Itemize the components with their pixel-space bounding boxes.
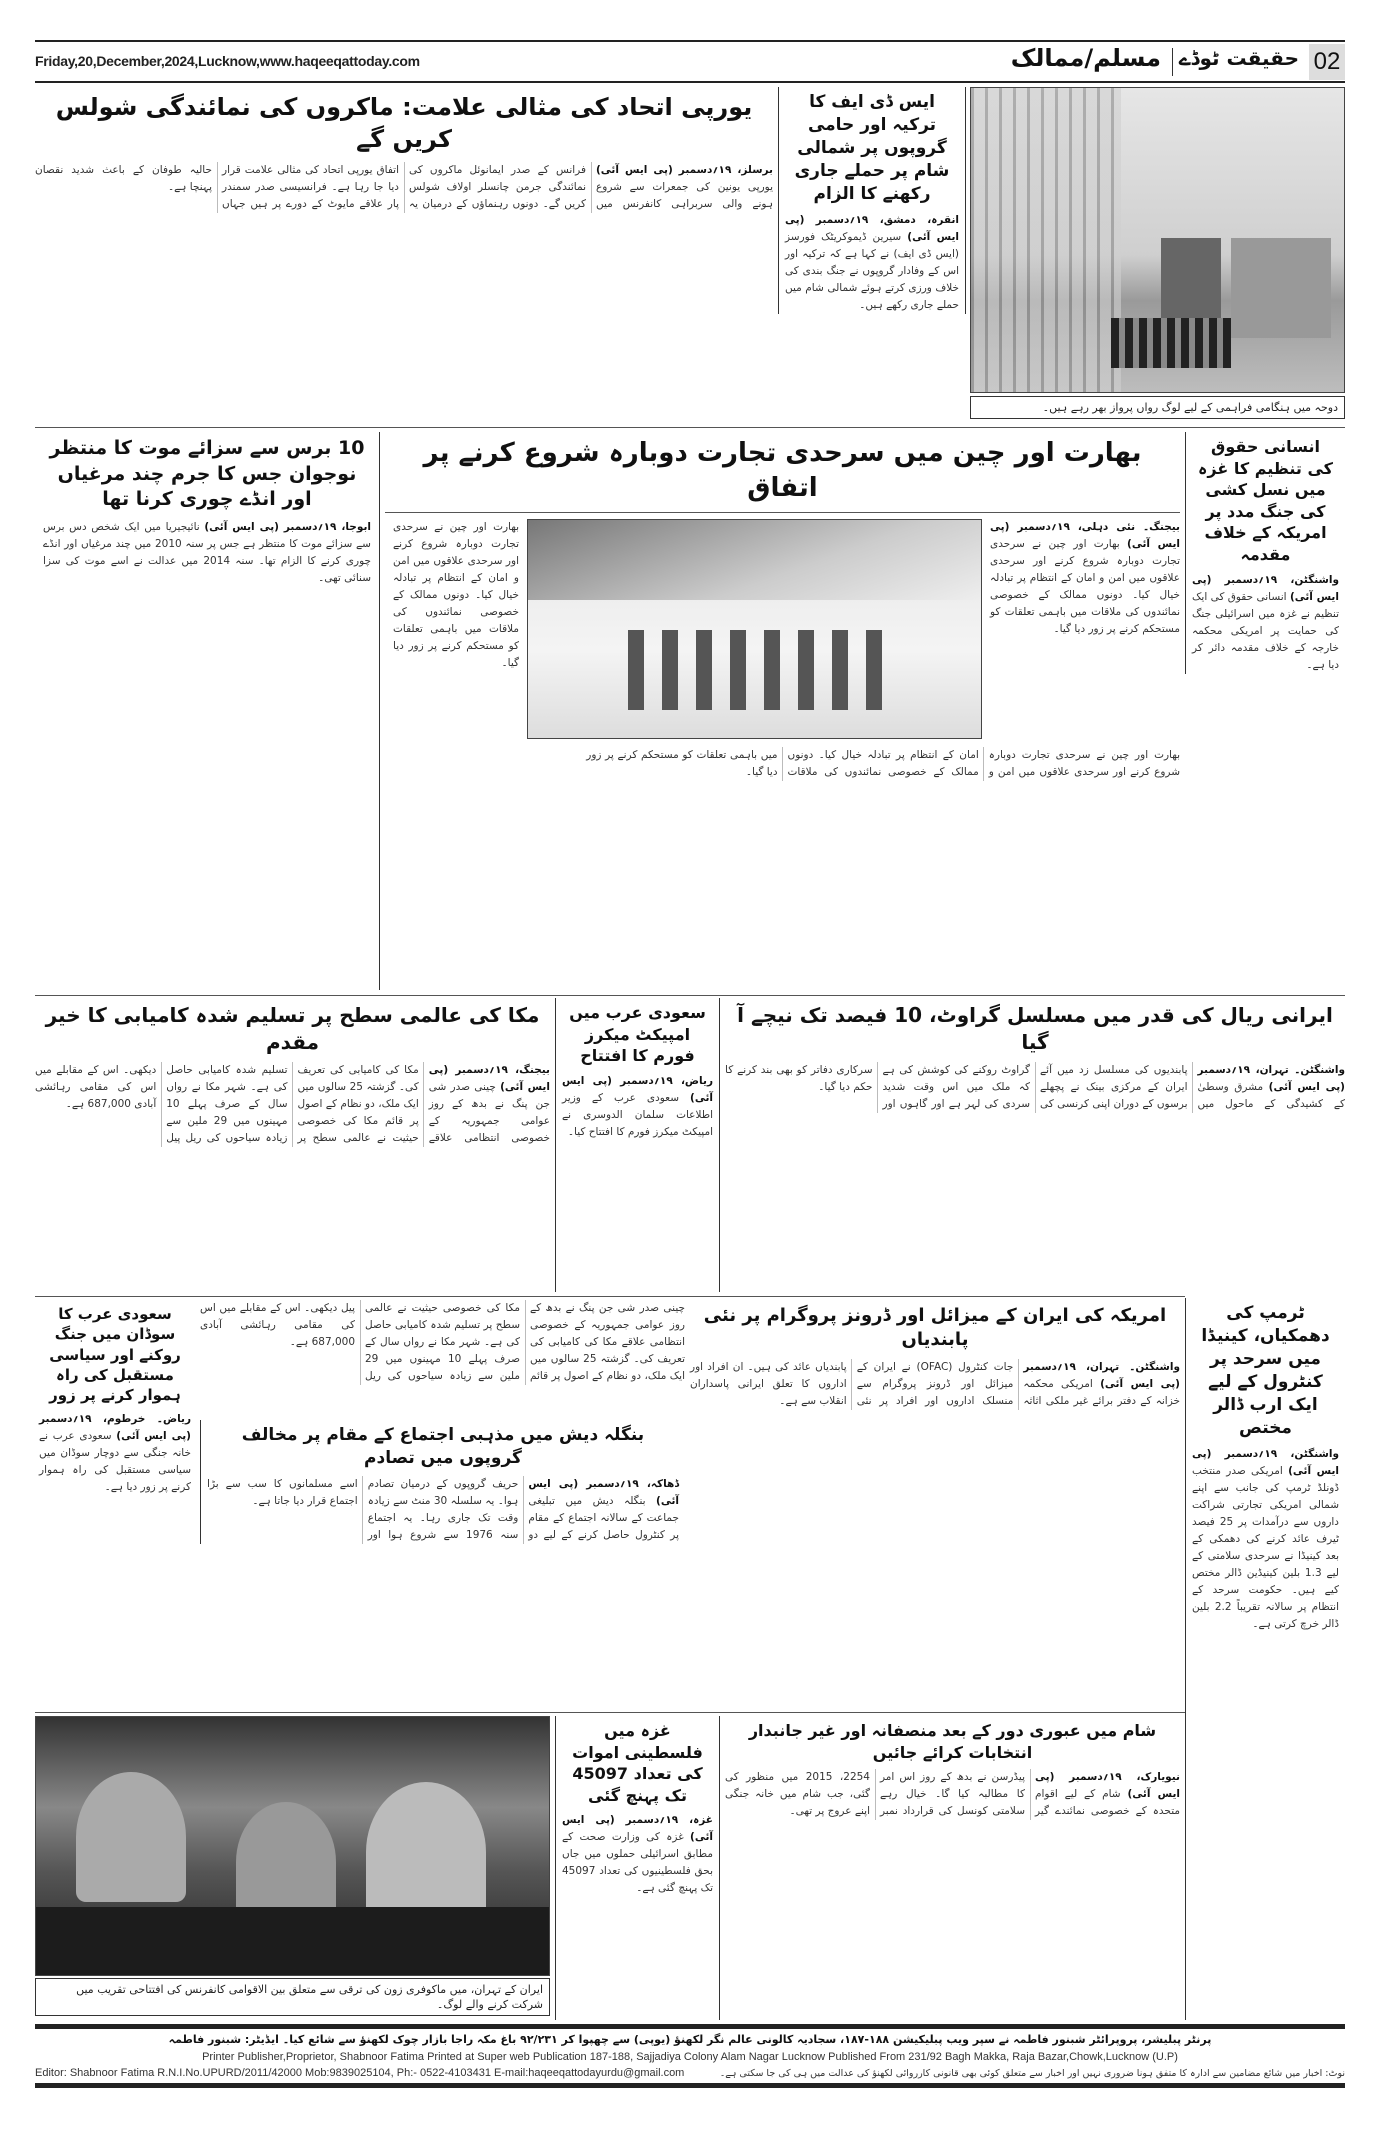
headline-sudan: سعودی عرب کا سوڈان میں جنگ روکنے اور سیاسی مستقبل کی راہ ہموار کرنے پر زور: [49, 1305, 181, 1404]
headline-saudi-forum: سعودی عرب میں امپیکٹ میکرز فورم کا افتتاح: [569, 1003, 706, 1066]
body-india-china-right: بیجنگ۔ نئی دہلی، ۱۹؍دسمبر (پی ایس آئی) بھارت اور چین نے سرحدی تجارت دوبارہ شروع کرنے اور سرحدی علاقوں میں امن و امان کے انتظام پر تبادلہ خیال کیا۔ دونوں ممالک کے خصوصی نمائندوں کی ملاقات میں باہمی تعلقات کو مستحکم کرنے پر زور دیا گیا۔: [990, 521, 1180, 636]
masthead-rule: [35, 81, 1345, 83]
article-saudi-forum: [555, 998, 720, 1292]
article-sdf: [778, 87, 966, 314]
headline-canada: ٹرمپ کی دھمکیاں، کینیڈا میں سرحد پر کنٹرول کے لیے ایک ارب ڈالر مختص: [1201, 1303, 1330, 1438]
body-sudan: ریاض۔ خرطوم، ۱۹؍دسمبر (پی ایس آئی) سعودی عرب نے خانہ جنگی سے دوچار سوڈان میں سیاسی مستقبل کی راہ ہموار کرنے پر زور دیا ہے۔: [39, 1413, 191, 1494]
page-number: 02: [1309, 44, 1345, 80]
body-iran-rial: واشنگٹن۔ تہران، ۱۹؍دسمبر (پی ایس آئی) مشرق وسطیٰ کے کشیدگی کے ماحول میں پابندیوں کی مسلسل زد میں آئے ایران کے مرکزی بینک نے پچھلے برسوں کے دوران اپنی کرنسی کی گراوٹ روکنے کی کوشش کی ہے کہ ملک میں اس وقت شدید سردی کی لہر ہے اور گاہوں اور سرکاری دفاتر کو بھی بند کرنے کا حکم دیا گیا۔: [725, 1064, 1345, 1110]
masthead-dateline: Friday,20,December,2024,Lucknow,www.haqeeqattoday.com: [35, 53, 420, 69]
headline-us-iran: امریکہ کی ایران کے میزائل اور ڈرونز پروگرام پر نئی پابندیاں: [703, 1305, 1167, 1351]
headline-gaza-toll: غزہ میں فلسطینی اموات کی تعداد 45097 تک پہنچ گئی: [572, 1721, 703, 1805]
divider: [35, 1296, 1185, 1297]
article-iran-rial: [725, 998, 1345, 1113]
headline-iran-rial: ایرانی ریال کی قدر میں مسلسل گراوٹ، 10 فیصد تک نیچے آ گیا: [737, 1003, 1333, 1054]
body-saudi-forum: ریاض، ۱۹؍دسمبر (پی ایس آئی) سعودی عرب کے وزیر اطلاعات سلمان الدوسری نے امپیکٹ میکرز فورم کا افتتاح کیا۔: [562, 1074, 713, 1138]
headline-eu: یورپی اتحاد کی مثالی علامت: ماکروں کی نمائندگی شولس کریں گے: [55, 93, 753, 154]
footer-english-imprint: Printer Publisher,Proprietor, Shabnoor Fatima Printed at Super web Publication 187-188, Sajjadiya Colony Alam Nagar Lucknow Published From 231/92 Bagh Makka, Raja Bazar,Chowk,Lucknow (U.P): [202, 2051, 1178, 2063]
body-macau: بیجنگ، ۱۹؍دسمبر (پی ایس آئی) چینی صدر شی جن پنگ نے بدھ کے روز عوامی جمہوریہ کے خصوصی انتظامی علاقے مکا کی کامیابی کی تعریف کی۔ گزشتہ 25 سالوں میں ایک ملک، دو نظام کے اصول پر قائم مکا کی خصوصی حیثیت نے عالمی سطح پر تسلیم شدہ کامیابی حاصل کی ہے۔ شہر مکا نے رواں سال کے صرف پہلے 10 مہینوں میں 29 ملین سے زیادہ سیاحوں کی ریل پیل دیکھی۔ اس کے مقابلے میں اس کی مقامی رہائشی آبادی 687,000 ہے۔: [35, 1064, 550, 1144]
divider: [35, 1712, 1185, 1713]
article-us-iran: [690, 1300, 1180, 1410]
footer-disclaimer: نوٹ: اخبار میں شائع مضامین سے ادارہ کا متفق ہونا ضروری نہیں اور اخبار سے متعلق کوئی بھی قانونی کارروائی لکھنؤ کی عدالت میں ہی کی جا سکتی ہے۔: [719, 2068, 1345, 2079]
footer: [35, 2024, 1345, 2088]
article-eu: [35, 87, 773, 213]
divider: [35, 995, 1345, 996]
headline-death-row: 10 برس سے سزائے موت کا منتظر نوجوان جس کا جرم چند مرغیاں اور انڈے چوری کرنا تھا: [49, 437, 365, 511]
body-india-china-lower: بھارت اور چین نے سرحدی تجارت دوبارہ شروع کرنے اور سرحدی علاقوں میں امن و امان کے انتظام پر تبادلہ خیال کیا۔ دونوں ممالک کے خصوصی نمائندوں کی ملاقات میں باہمی تعلقات کو مستحکم کرنے پر زور دیا گیا۔: [586, 749, 1180, 779]
footer-editor-line: Editor: Shabnoor Fatima R.N.I.No.UPURD/2011/42000 Mob:9839025104, Ph:- 0522-4103431 E-mail:haqeeqattodayurdu@gmail.com: [35, 2067, 685, 2079]
top-photo: [970, 87, 1345, 393]
top-photo-block: [970, 87, 1345, 419]
body-macau-continued: چینی صدر شی جن پنگ نے بدھ کے روز عوامی جمہوریہ کے خصوصی انتظامی علاقے مکا کی کامیابی کی تعریف کی۔ گزشتہ 25 سالوں میں ایک ملک، دو نظام کے اصول پر قائم مکا کی خصوصی حیثیت نے عالمی سطح پر تسلیم شدہ کامیابی حاصل کی ہے۔ شہر مکا نے رواں سال کے صرف پہلے 10 مہینوں میں 29 ملین سے زیادہ سیاحوں کی ریل پیل دیکھی۔ اس کے مقابلے میں اس کی مقامی رہائشی آبادی 687,000 ہے۔: [200, 1302, 685, 1382]
headline-bangladesh: بنگلہ دیش میں مذہبی اجتماع کے مقام پر مخالف گروپوں میں تصادم: [241, 1425, 645, 1468]
body-syria-elections: نیویارک، ۱۹؍دسمبر (پی ایس آئی) شام کے لیے اقوام متحدہ کے خصوصی نمائندے گیر پیڈرسن نے بدھ کے روز اس امر کا مطالبہ کیا گا۔ خیال رہے سلامتی کونسل کی قرارداد نمبر 2254، 2015 میں منظور کی گئی، جب شام میں خانہ جنگی اپنے عروج پر تھی۔: [725, 1771, 1180, 1818]
india-china-photo: [527, 519, 982, 739]
conference-photo-block: [35, 1716, 550, 2016]
masthead: [35, 44, 1345, 80]
conference-photo-caption: ایران کے تہران، میں ماکوفری زون کی ترقی سے متعلق بین الاقوامی کانفرنس کی افتتاحی تقریب میں شرکت کرنے والے لوگ۔: [35, 1978, 550, 2016]
headline-india-china: بھارت اور چین میں سرحدی تجارت دوبارہ شروع کرنے پر اتفاق: [385, 432, 1180, 513]
article-gaza-rights: [1185, 432, 1345, 674]
article-bangladesh: [200, 1420, 685, 1544]
section-title: مسلم/ممالک: [1010, 44, 1161, 72]
headline-macau: مکا کی عالمی سطح پر تسلیم شدہ کامیابی کا خیر مقدم: [45, 1003, 540, 1054]
article-macau: [35, 998, 550, 1147]
article-gaza-toll: [555, 1716, 720, 2020]
article-canada: [1185, 1298, 1345, 2020]
top-rule: [35, 40, 1345, 42]
body-gaza-rights: واشنگٹن، ۱۹؍دسمبر (پی ایس آئی) انسانی حقوق کی ایک تنظیم نے غزہ میں اسرائیلی جنگ کی حمایت پر امریکی محکمہ خارجہ کے خلاف مقدمہ دائر کر دیا ہے۔: [1192, 573, 1339, 671]
conference-photo: [35, 1716, 550, 1976]
headline-syria-elections: شام میں عبوری دور کے بعد منصفانہ اور غیر جانبدار انتخابات کرائے جائیں: [748, 1721, 1157, 1762]
body-canada: واشنگٹن، ۱۹؍دسمبر (پی ایس آئی) امریکی صدر منتخب ڈونلڈ ٹرمپ کی جانب سے اپنے شمالی امریکی تجارتی شراکت داروں سے درآمدات پر 25 فیصد ٹیرف عائد کرنے کی دھمکی کے بعد کینیڈا نے سرحدی سلامتی کے لیے 1.3 بلین کینیڈین ڈالر مختص کیے ہیں۔ حکومت سرحد کے انتظام پر سالانہ تقریباً 2.2 بلین ڈالر خرچ کرتی ہے۔: [1192, 1447, 1339, 1630]
top-photo-caption: دوحہ میں ہنگامی فراہمی کے لیے لوگ رواں پرواز بھر رہے ہیں۔: [970, 396, 1345, 419]
body-us-iran: واشنگٹن۔ تہران، ۱۹؍دسمبر (پی ایس آئی) امریکی محکمہ خزانہ کے دفتر برائے غیر ملکی اثاثہ جات کنٹرول (OFAC) نے ایران کے میزائل اور ڈرونز پروگرام سے منسلک اداروں اور افراد پر نئی پابندیاں عائد کی ہیں۔ ان افراد اور اداروں کا تعلق ایرانی پاسداران انقلاب سے ہے۔: [690, 1360, 1180, 1407]
masthead-divider: [1172, 48, 1173, 76]
body-eu: برسلز، ۱۹؍دسمبر (پی ایس آئی) یورپی یونین کی جمعرات سے شروع ہونے والی سربراہی کانفرنس میں فرانس کے صدر ایمانوئل ماکروں کی نمائندگی جرمن چانسلر اولاف شولس کریں گے۔ دونوں رہنماؤں کے درمیان یہ اتفاق یورپی اتحاد کی مثالی علامت قرار دیا جا رہا ہے۔ فرانسیسی صدر سمندر پار علاقے مایوٹ کے دورے پر ہیں جہاں حالیہ طوفان کے باعث شدید نقصان پہنچا ہے۔: [35, 163, 773, 210]
body-death-row: ابوجا، ۱۹؍دسمبر (پی ایس آئی) نائیجیریا میں ایک شخص دس برس سے سزائے موت کا منتظر ہے جس پر سنہ 2010 میں چند مرغیاں اور انڈے چوری کرنے کا الزام تھا۔ سنہ 2014 میں عدالت نے اسے موت کی سزا سنائی تھی۔: [43, 520, 372, 584]
article-syria-elections: [725, 1716, 1180, 1820]
headline-gaza-rights: انسانی حقوق کی تنظیم کا غزہ میں نسل کشی کی جنگ مدد پر امریکہ کے خلاف مقدمہ: [1198, 437, 1333, 564]
headline-sdf: ایس ڈی ایف کا ترکیہ اور حامی گروپوں پر شمالی شام پر حملے جاری رکھنے کا الزام: [794, 92, 950, 204]
newspaper-logo: حقیقت ٹوڈے: [1178, 46, 1299, 70]
body-gaza-toll: غزہ، ۱۹؍دسمبر (پی ایس آئی) غزہ کی وزارت صحت کے مطابق اسرائیلی حملوں میں جاں بحق فلسطینیوں کی تعداد 45097 تک پہنچ گئی ہے۔: [562, 1814, 713, 1895]
body-india-china-left: بھارت اور چین نے سرحدی تجارت دوبارہ شروع کرنے اور سرحدی علاقوں میں امن و امان کے انتظام پر تبادلہ خیال کیا۔ دونوں ممالک کے خصوصی نمائندوں کی ملاقات میں باہمی تعلقات کو مستحکم کرنے پر زور دیا گیا۔: [393, 521, 519, 670]
body-bangladesh: ڈھاکہ، ۱۹؍دسمبر (پی ایس آئی) بنگلہ دیش میں تبلیغی جماعت کے سالانہ اجتماع کے مقام پر کنٹرول حاصل کرنے کے لیے دو حریف گروپوں کے درمیان تصادم ہوا۔ یہ سلسلہ 30 منٹ سے زیادہ وقت تک جاری رہا۔ یہ اجتماع سنہ 1976 سے شروع ہوا اور اسے مسلمانوں کا سب سے بڑا اجتماع قرار دیا جاتا ہے۔: [207, 1477, 679, 1541]
footer-urdu-imprint: پرنٹر پبلیشر، پروپرائٹر شبنور فاطمہ نے سپر ویب پبلیکیشن ۱۸۸-۱۸۷، سجادیہ کالونی عالم نگر لکھنؤ (یوپی) سے چھپوا کر ۹۲/۲۳۱ باغ مکہ راجا بازار چوک لکھنؤ سے شائع کیا۔ ایڈیٹر: شبنور فاطمہ: [168, 2033, 1212, 2046]
divider: [35, 427, 1345, 428]
article-sudan: [35, 1300, 195, 1496]
article-india-china: [385, 432, 1180, 781]
body-sdf: انقرہ، دمشق، ۱۹؍دسمبر (پی ایس آئی) سیرین ڈیموکریٹک فورسز (ایس ڈی ایف) نے کہا ہے کہ ترکیہ اور اس کے وفادار گروپوں نے جنگ بندی کی خلاف ورزی کرتے ہوئے شمالی شام میں حملے جاری رکھے ہیں۔: [785, 213, 959, 311]
article-death-row: [35, 432, 380, 990]
